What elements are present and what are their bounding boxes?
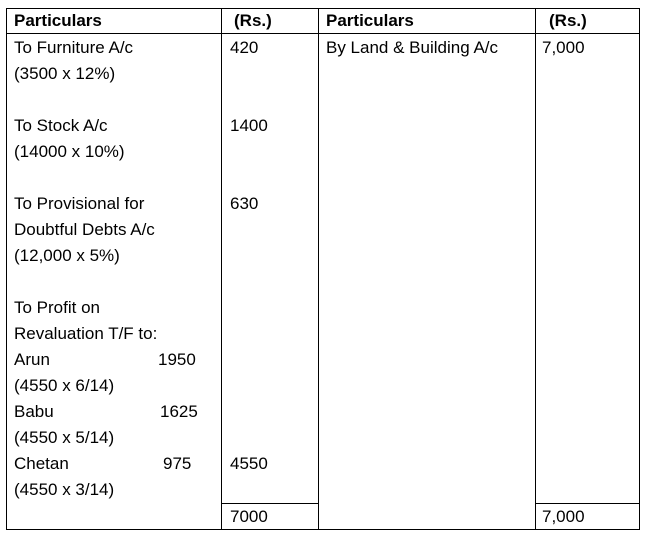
provision-amount: 630 <box>230 194 259 213</box>
partner-babu-calc: (4550 x 5/14) <box>14 428 115 447</box>
table-right-border <box>639 8 640 530</box>
furniture-amount: 420 <box>230 38 259 57</box>
partner-chetan-calc: (4550 x 3/14) <box>14 480 115 499</box>
table-left-border <box>6 8 7 530</box>
profit-label-line2: Revaluation T/F to: <box>14 324 158 343</box>
dr-amount-header: (Rs.) <box>234 11 272 30</box>
land-building-label: By Land & Building A/c <box>326 38 499 57</box>
furniture-calc: (3500 x 12%) <box>14 64 116 83</box>
credit-total: 7,000 <box>542 507 585 526</box>
provision-label-line1: To Provisional for <box>14 194 145 213</box>
furniture-label: To Furniture A/c <box>14 38 134 57</box>
revaluation-account-table <box>6 8 640 530</box>
land-building-amount: 7,000 <box>542 38 585 57</box>
partner-arun-name: Arun <box>14 350 50 369</box>
partner-chetan-share: 975 <box>163 454 192 473</box>
partner-babu-name: Babu <box>14 402 54 421</box>
provision-calc: (12,000 x 5%) <box>14 246 120 265</box>
partner-chetan-name: Chetan <box>14 454 69 473</box>
partner-arun-share: 1950 <box>158 350 196 369</box>
cr-particulars-header: Particulars <box>326 11 414 30</box>
provision-label-line2: Doubtful Debts A/c <box>14 220 155 239</box>
cr-amount-header: (Rs.) <box>549 11 587 30</box>
cr-amount-left-border <box>535 8 536 530</box>
stock-label: To Stock A/c <box>14 116 108 135</box>
dr-particulars-header: Particulars <box>14 11 102 30</box>
stock-calc: (14000 x 10%) <box>14 142 125 161</box>
dr-amount-left-border <box>221 8 222 530</box>
partner-babu-share: 1625 <box>160 402 198 421</box>
debit-total: 7000 <box>230 507 268 526</box>
profit-amount: 4550 <box>230 454 268 473</box>
header-bottom-border <box>6 33 640 34</box>
profit-label-line1: To Profit on <box>14 298 100 317</box>
partner-arun-calc: (4550 x 6/14) <box>14 376 115 395</box>
center-divider <box>318 8 319 530</box>
stock-amount: 1400 <box>230 116 268 135</box>
